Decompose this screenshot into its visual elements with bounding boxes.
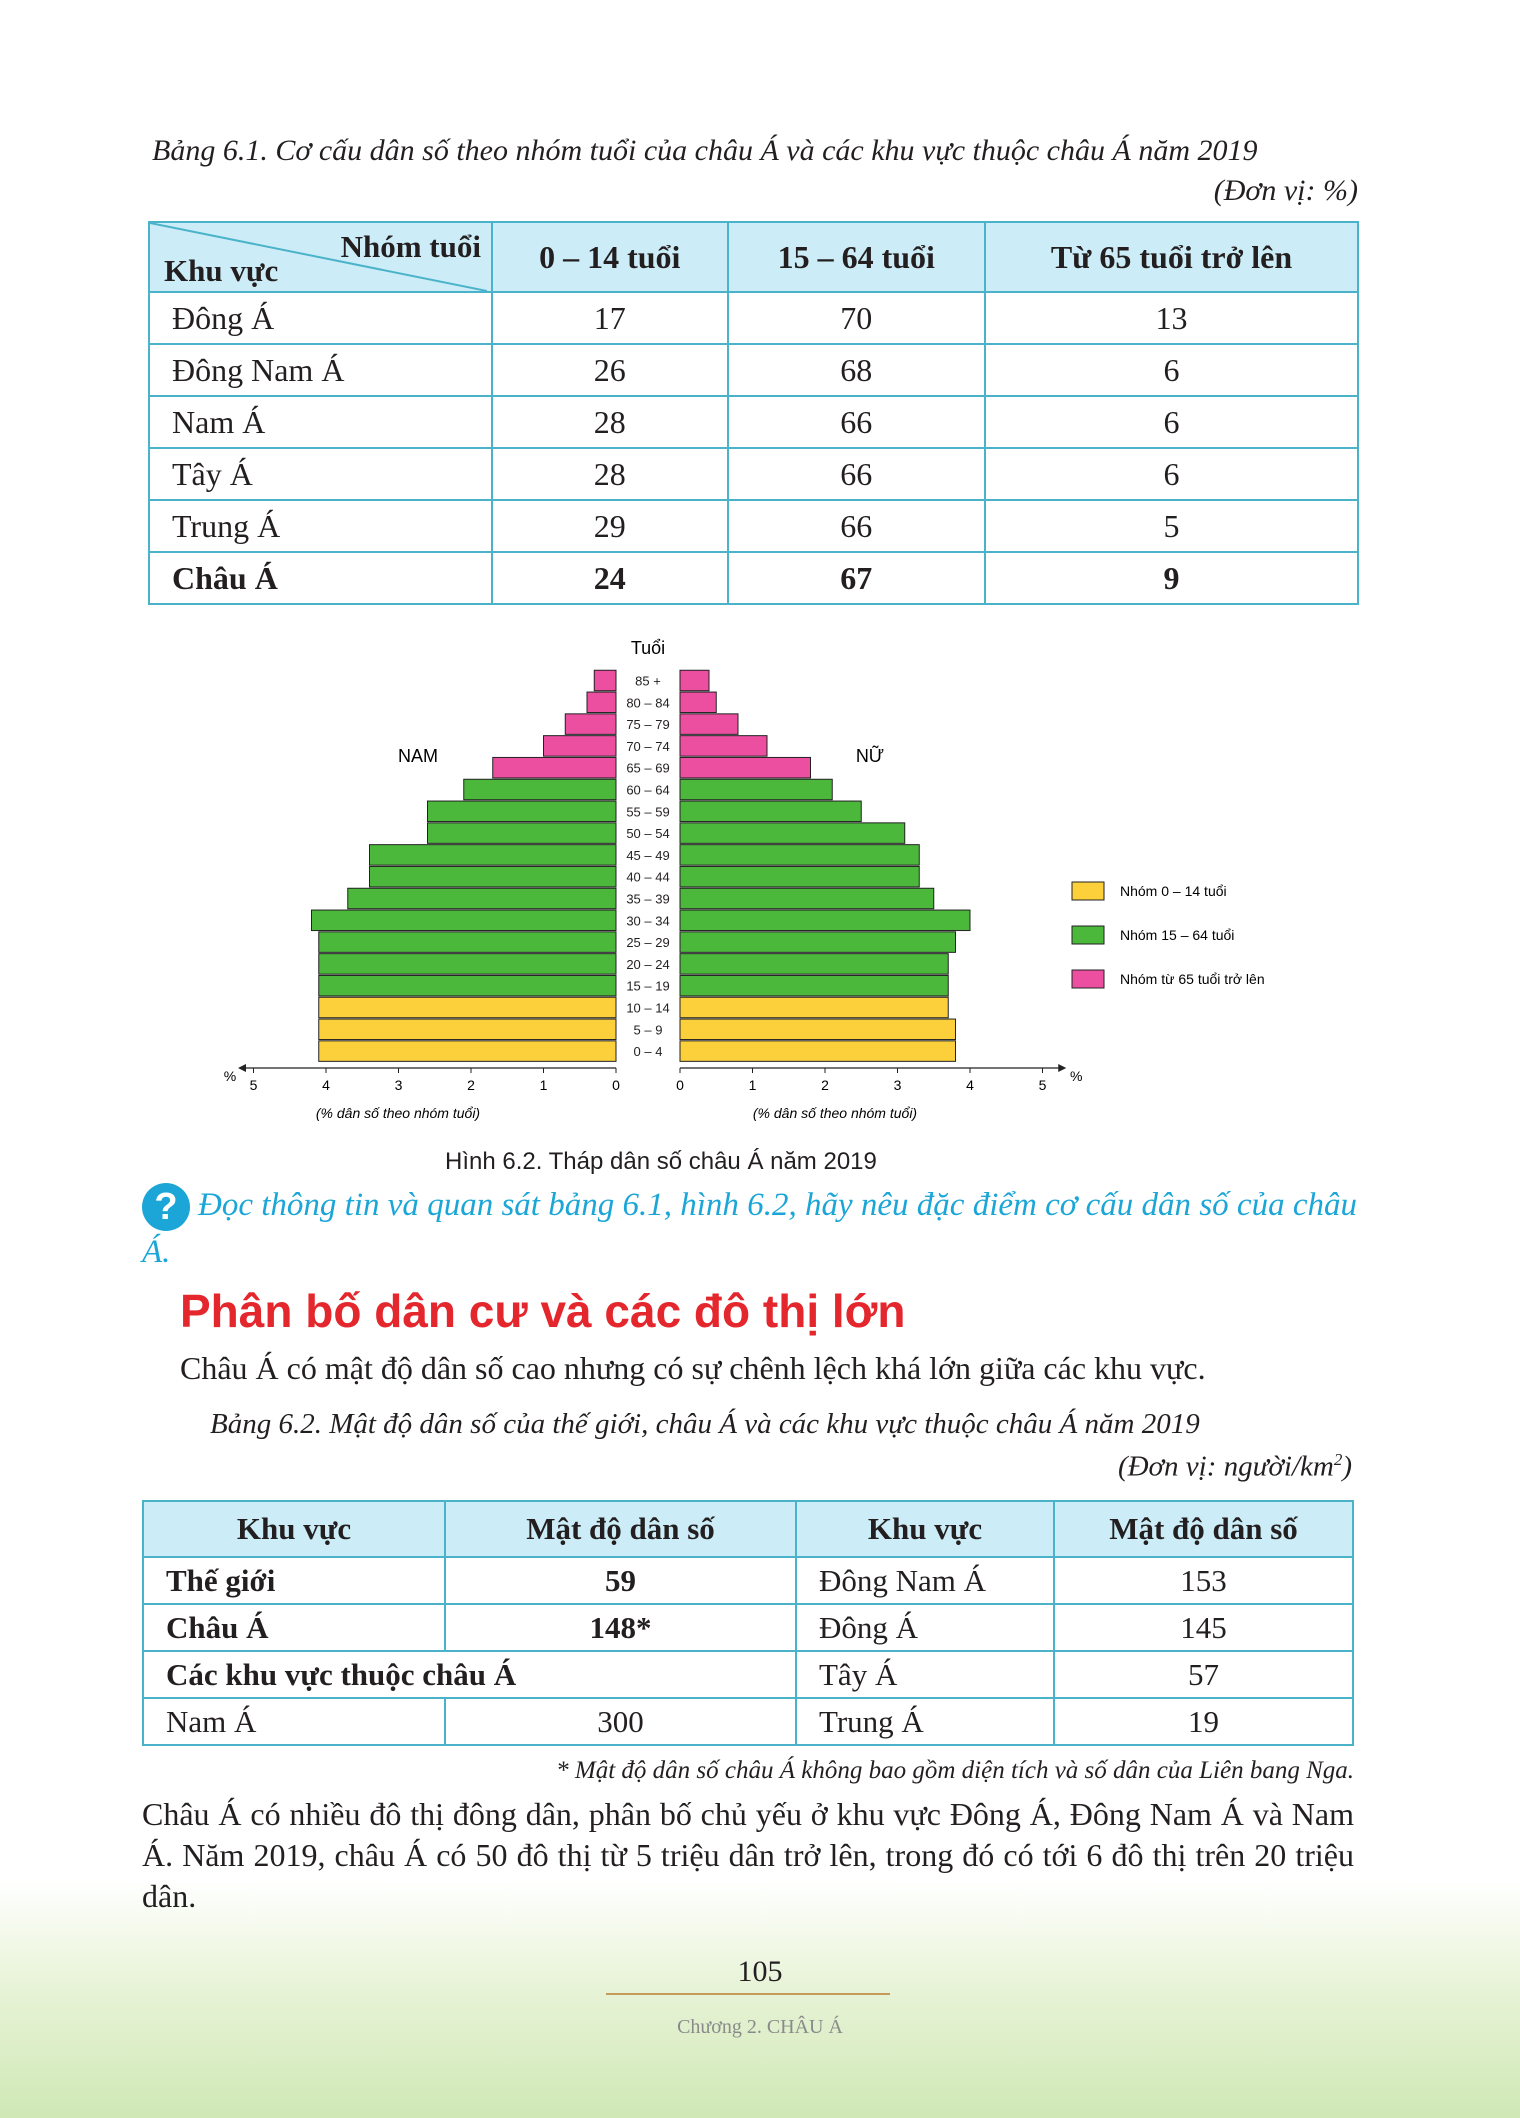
bar-female [680,888,934,909]
bar-male [312,910,617,931]
age-group-label: 30 – 34 [626,913,670,929]
table2-unit [1118,1450,1352,1484]
bar-female [680,692,716,713]
table-row [149,448,1358,500]
value-cell: 29 [492,500,728,552]
value-cell: 66 [728,500,986,552]
value-cell: 148* [445,1604,796,1651]
bar-female [680,670,709,691]
table2-unit-prefix: (Đơn vị: người/km [1117,1450,1334,1483]
region-cell: Đông Nam Á [149,344,492,396]
x-tick-label-right: 4 [966,1077,974,1093]
header-density: Mật độ dân số [1054,1501,1353,1557]
bar-female [680,975,948,996]
value-cell: 28 [492,396,728,448]
age-group-label: 25 – 29 [626,935,670,951]
value-cell: 67 [728,552,986,604]
table-row [143,1604,1353,1651]
value-cell: 17 [492,292,728,344]
bar-male [319,1041,616,1062]
x-tick-label-left: 2 [467,1077,475,1093]
bar-male [319,997,616,1018]
value-cell: 28 [492,448,728,500]
bar-female [680,997,948,1018]
x-tick-label-right: 1 [748,1077,757,1093]
legend-label: Nhóm từ 65 tuổi trở lên [1120,971,1265,987]
bar-male [370,845,617,866]
cities-paragraph: Châu Á có nhiều đô thị đông dân, phân bố chủ yếu ở khu vực Đông Á, Đông Nam Á và Nam Á. Năm 2019, châu Á có 50 đô thị từ 5 triệu dân trở lên, trong đó có tới 6 đô thị trên 20 triệu dân. [142,1796,1354,1914]
legend-label: Nhóm 15 – 64 tuổi [1120,927,1235,943]
x-tick-label-left: 5 [249,1077,258,1093]
region-cell: Châu Á [143,1604,445,1651]
bar-female [680,714,738,735]
value-cell: 59 [445,1557,796,1604]
age-group-label: 10 – 14 [626,1000,670,1016]
population-pyramid-chart [210,630,1310,1140]
age-group-label: 70 – 74 [626,738,670,754]
age-group-label: 85 + [635,673,661,689]
region-cell: Đông Nam Á [796,1557,1054,1604]
age-group-label: 20 – 24 [626,956,670,972]
x-axis-right-arrow [1058,1064,1066,1072]
region-group-cell: Các khu vực thuộc châu Á [143,1651,796,1698]
female-label: NỮ [855,746,885,766]
bar-female [680,736,767,757]
bar-male [319,954,616,975]
region-cell: Đông Á [149,292,492,344]
bar-female [680,932,956,953]
table2-unit-suffix: ) [1342,1450,1352,1483]
age-group-label: 45 – 49 [626,847,670,863]
bar-male [544,736,617,757]
header-15-64: 15 – 64 tuổi [728,222,986,292]
bar-female [680,954,948,975]
bar-male [594,670,616,691]
table-row [143,1557,1353,1604]
bar-male [348,888,616,909]
value-cell: 13 [985,292,1358,344]
x-tick-label-left: 3 [394,1077,403,1093]
page-number: 105 [737,1955,783,1988]
value-cell: 153 [1054,1557,1353,1604]
region-cell: Tây Á [149,448,492,500]
bar-female [680,779,832,800]
male-label: NAM [398,746,438,766]
region-cell: Thế giới [143,1557,445,1604]
value-cell: 9 [985,552,1358,604]
age-group-label: 65 – 69 [626,760,670,776]
x-axis-label-right: (% dân số theo nhóm tuổi) [752,1105,918,1121]
region-cell: Châu Á [149,552,492,604]
value-cell: 6 [985,396,1358,448]
region-cell: Trung Á [796,1698,1054,1745]
x-tick-label-right: 0 [676,1077,684,1093]
value-cell: 70 [728,292,986,344]
figure-caption: Hình 6.2. Tháp dân số châu Á năm 2019 [445,1148,877,1175]
corner-top-label: Nhóm tuổi [340,229,481,264]
question-block [142,1183,1357,1273]
value-cell: 68 [728,344,986,396]
age-structure-table [148,221,1359,605]
header-region: Khu vực [796,1501,1054,1557]
bar-male [587,692,616,713]
bar-female [680,910,970,931]
value-cell: 57 [1054,1651,1353,1698]
age-group-label: 55 – 59 [626,804,670,820]
bar-female [680,757,811,778]
legend-swatch [1072,970,1104,988]
table1-corner-cell [149,222,492,292]
table2-footnote: * Mật độ dân số châu Á không bao gồm diện tích và số dân của Liên bang Nga. [556,1757,1354,1784]
age-group-label: 0 – 4 [633,1044,663,1060]
x-unit-right: % [1070,1068,1083,1084]
region-cell: Đông Á [796,1604,1054,1651]
bar-female [680,801,861,822]
corner-bottom-label: Khu vực [164,253,279,288]
density-table [142,1500,1354,1746]
bar-male [428,823,617,844]
bar-male [428,801,617,822]
table2-unit-sup: 2 [1333,1450,1343,1469]
value-cell: 145 [1054,1604,1353,1651]
age-group-label: 60 – 64 [626,782,670,798]
x-tick-label-left: 0 [612,1077,620,1093]
table-row [143,1698,1353,1745]
x-tick-label-right: 3 [893,1077,902,1093]
bar-female [680,845,919,866]
table1-unit: (Đơn vị: %) [1213,174,1358,207]
region-cell: Tây Á [796,1651,1054,1698]
bar-male [493,757,616,778]
bar-female [680,1019,956,1040]
x-tick-label-right: 5 [1038,1077,1047,1093]
value-cell: 6 [985,344,1358,396]
table-row [149,396,1358,448]
x-unit-left: % [223,1068,237,1084]
age-group-label: 40 – 44 [626,869,670,885]
header-0-14: 0 – 14 tuổi [492,222,728,292]
value-cell: 19 [1054,1698,1353,1745]
region-cell: Trung Á [149,500,492,552]
bar-male [464,779,616,800]
legend-label: Nhóm 0 – 14 tuổi [1120,883,1227,899]
header-65-plus: Từ 65 tuổi trở lên [985,222,1358,292]
header-density: Mật độ dân số [445,1501,796,1557]
bar-female [680,1041,956,1062]
chapter-label: Chương 2. CHÂU Á [677,2016,843,2038]
x-tick-label-right: 2 [821,1077,829,1093]
intro-paragraph: Châu Á có mật độ dân số cao nhưng có sự chênh lệch khá lớn giữa các khu vực. [180,1350,1206,1386]
bar-male [319,975,616,996]
header-region: Khu vực [143,1501,445,1557]
x-tick-label-left: 4 [322,1077,330,1093]
value-cell: 26 [492,344,728,396]
age-group-label: 5 – 9 [633,1022,663,1038]
value-cell: 6 [985,448,1358,500]
age-group-label: 80 – 84 [626,695,670,711]
value-cell: 66 [728,396,986,448]
bar-male [370,866,617,887]
bar-male [319,932,616,953]
y-axis-label: Tuổi [630,638,666,658]
x-axis-label-left: (% dân số theo nhóm tuổi) [315,1105,481,1121]
age-group-label: 35 – 39 [626,891,670,907]
value-cell: 5 [985,500,1358,552]
bar-female [680,823,905,844]
question-icon: ? [142,1183,190,1231]
age-group-label: 50 – 54 [626,826,670,842]
table2-caption: Bảng 6.2. Mật độ dân số của thế giới, châu Á và các khu vực thuộc châu Á năm 2019 [210,1408,1200,1440]
age-group-label: 75 – 79 [626,717,670,733]
region-cell: Nam Á [143,1698,445,1745]
legend-swatch [1072,926,1104,944]
x-tick-label-left: 1 [539,1077,548,1093]
table-row [149,500,1358,552]
table1-caption: Bảng 6.1. Cơ cấu dân số theo nhóm tuổi của châu Á và các khu vực thuộc châu Á năm 2019 [152,134,1258,167]
value-cell: 66 [728,448,986,500]
region-cell: Nam Á [149,396,492,448]
bar-male [565,714,616,735]
footer-divider [606,1993,890,1995]
legend-swatch [1072,882,1104,900]
table-row [143,1651,1353,1698]
bar-male [319,1019,616,1040]
question-text: Đọc thông tin và quan sát bảng 6.1, hình 6.2, hãy nêu đặc điểm cơ cấu dân số của châu Á. [142,1187,1357,1270]
age-group-label: 15 – 19 [626,978,670,994]
table-row-total [149,552,1358,604]
value-cell: 300 [445,1698,796,1745]
section-heading: Phân bố dân cư và các đô thị lớn [180,1285,906,1337]
x-axis-left-arrow [238,1064,246,1072]
bar-female [680,866,919,887]
value-cell: 24 [492,552,728,604]
table-row [149,344,1358,396]
table-row [149,292,1358,344]
